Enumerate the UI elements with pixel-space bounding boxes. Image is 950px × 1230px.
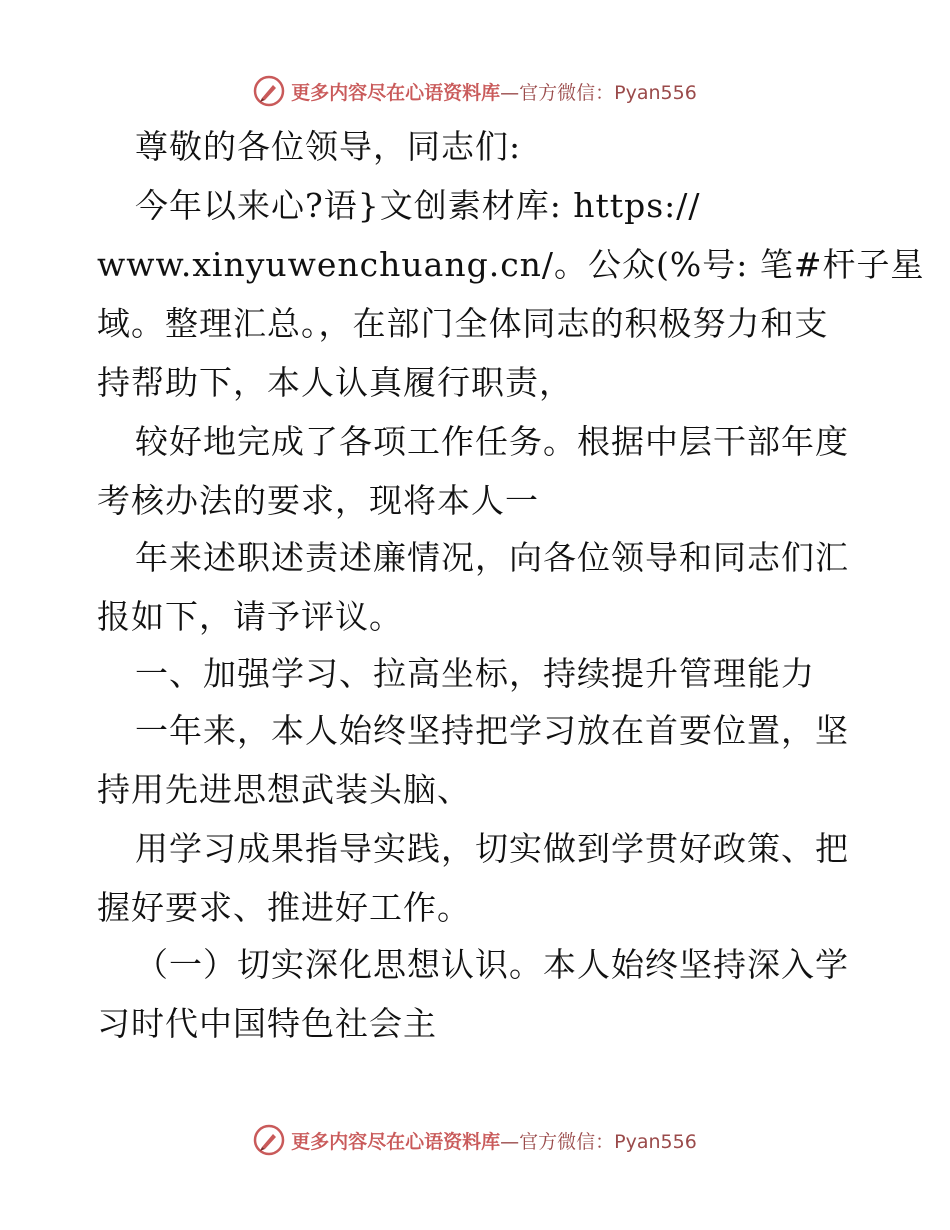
text-line: 域。整理汇总。，在部门全体同志的积极努力和支 (97, 304, 829, 343)
text-line: 较好地完成了各项工作任务。根据中层干部年度 (135, 422, 849, 461)
text-line: 今年以来心?语}文创素材库: https:// (135, 186, 701, 225)
pen-logo-icon (253, 75, 285, 107)
text-line: 报如下，请予评议。 (97, 597, 403, 636)
text-line: 一年来，本人始终坚持把学习放在首要位置，坚 (135, 711, 849, 750)
banner-slogan: 更多内容尽在心语资料库 (291, 81, 501, 104)
text-line: 持帮助下，本人认真履行职责， (97, 363, 573, 402)
footer-banner (0, 1120, 950, 1160)
text-line: （一）切实深化思想认识。本人始终坚持深入学 (135, 945, 849, 984)
banner-wechat: —官方微信：Pyan556 (500, 81, 697, 104)
banner-slogan: 更多内容尽在心语资料库 (291, 1130, 501, 1153)
banner-wechat: —官方微信：Pyan556 (500, 1130, 697, 1153)
header-banner (0, 71, 950, 111)
text-line: 用学习成果指导实践，切实做到学贯好政策、把 (135, 829, 849, 868)
text-line: 持用先进思想武装头脑、 (97, 770, 471, 809)
text-line: www.xinyuwenchuang.cn/。公众(%号: 笔#杆子星 (97, 245, 925, 284)
text-line: 考核办法的要求，现将本人一 (97, 481, 539, 520)
text-line: 习时代中国特色社会主 (97, 1004, 437, 1043)
section-heading: 一、加强学习、拉高坐标，持续提升管理能力 (135, 654, 815, 693)
pen-logo-icon (253, 1124, 285, 1156)
text-line: 尊敬的各位领导，同志们: (135, 127, 522, 166)
text-line: 握好要求、推进好工作。 (97, 888, 471, 927)
text-line: 年来述职述责述廉情况，向各位领导和同志们汇 (135, 538, 849, 577)
